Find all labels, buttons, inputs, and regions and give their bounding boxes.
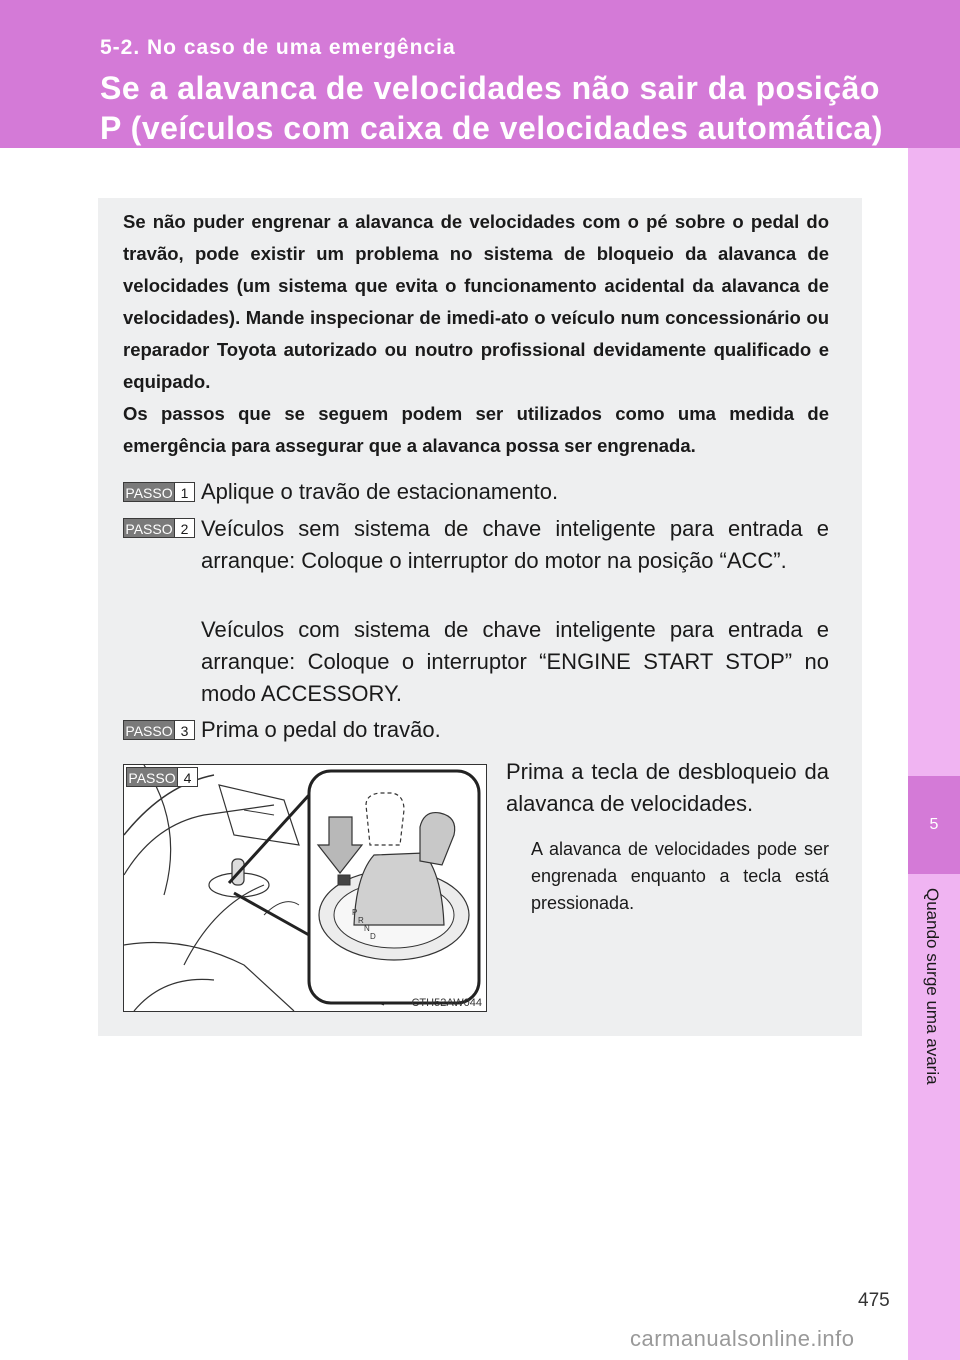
shift-lock-illustration xyxy=(123,764,487,1012)
step-1-text: Aplique o travão de estacionamento. xyxy=(201,479,559,504)
step-2-text-b: Veículos com sistema de chave inteligente para entrada e arranque: Coloque o interruptor “ENGINE START STOP” no modo ACCESSORY. xyxy=(201,617,829,706)
step-1-badge xyxy=(123,482,195,502)
step-number: 1 xyxy=(175,482,195,502)
chapter-number: 5 xyxy=(929,816,939,833)
chapter-side-tab xyxy=(908,148,960,1360)
step-number: 3 xyxy=(175,720,195,740)
intro-paragraph-1: Se não puder engrenar a alavanca de velocidades com o pé sobre o pedal do travão, pode existir um problema no sistema de bloqueio da alavanca de velocidades (um sistema que evita o funcionamento acidental da alavanca de velocidades). Mande inspecionar de imedi-ato o veículo num concessionário ou reparador Toyota autorizado ou noutro profissional devidamente qualificado e equipado. xyxy=(123,211,829,392)
intro-text xyxy=(123,206,829,462)
step-number: 4 xyxy=(178,767,198,787)
page-header xyxy=(0,0,960,148)
page-title: Se a alavanca de velocidades não sair da posição P (veículos com caixa de velocidades automática) xyxy=(100,70,883,146)
step-3-badge xyxy=(123,720,195,740)
page-number: 475 xyxy=(858,1290,890,1311)
svg-text:P: P xyxy=(352,908,358,917)
step-3-text: Prima o pedal do travão. xyxy=(201,717,441,742)
chapter-number-tab[interactable] xyxy=(908,776,960,874)
step-word: PASSO xyxy=(123,482,175,502)
svg-text:N: N xyxy=(364,924,370,933)
step-word: PASSO xyxy=(123,720,175,740)
step-4-badge xyxy=(126,767,198,787)
intro-paragraph-2: Os passos que se seguem podem ser utilizados como uma medida de emergência para assegurar que a alavanca possa ser engrenada. xyxy=(123,403,829,456)
step-word: PASSO xyxy=(123,518,175,538)
step-4-note: A alavanca de velocidades pode ser engrenada enquanto a tecla está pressionada. xyxy=(531,839,829,913)
illustration-code: CTH52AW044 xyxy=(411,997,482,1009)
watermark[interactable]: carmanualsonline.info xyxy=(630,1326,855,1351)
step-4-text: Prima a tecla de desbloqueio da alavanca de velocidades. xyxy=(506,759,829,816)
shift-lever-drawing xyxy=(124,765,486,1011)
step-2-badge xyxy=(123,518,195,538)
step-2-text: Veículos sem sistema de chave inteligente para entrada e arranque: Coloque o interruptor do motor na posição “ACC”. xyxy=(201,516,829,573)
section-label: 5-2. No caso de uma emergência xyxy=(100,36,456,59)
svg-text:D: D xyxy=(370,932,376,941)
step-word: PASSO xyxy=(126,767,178,787)
chapter-title: Quando surge uma avaria xyxy=(923,888,942,1085)
svg-text:R: R xyxy=(358,916,364,925)
step-number: 2 xyxy=(175,518,195,538)
